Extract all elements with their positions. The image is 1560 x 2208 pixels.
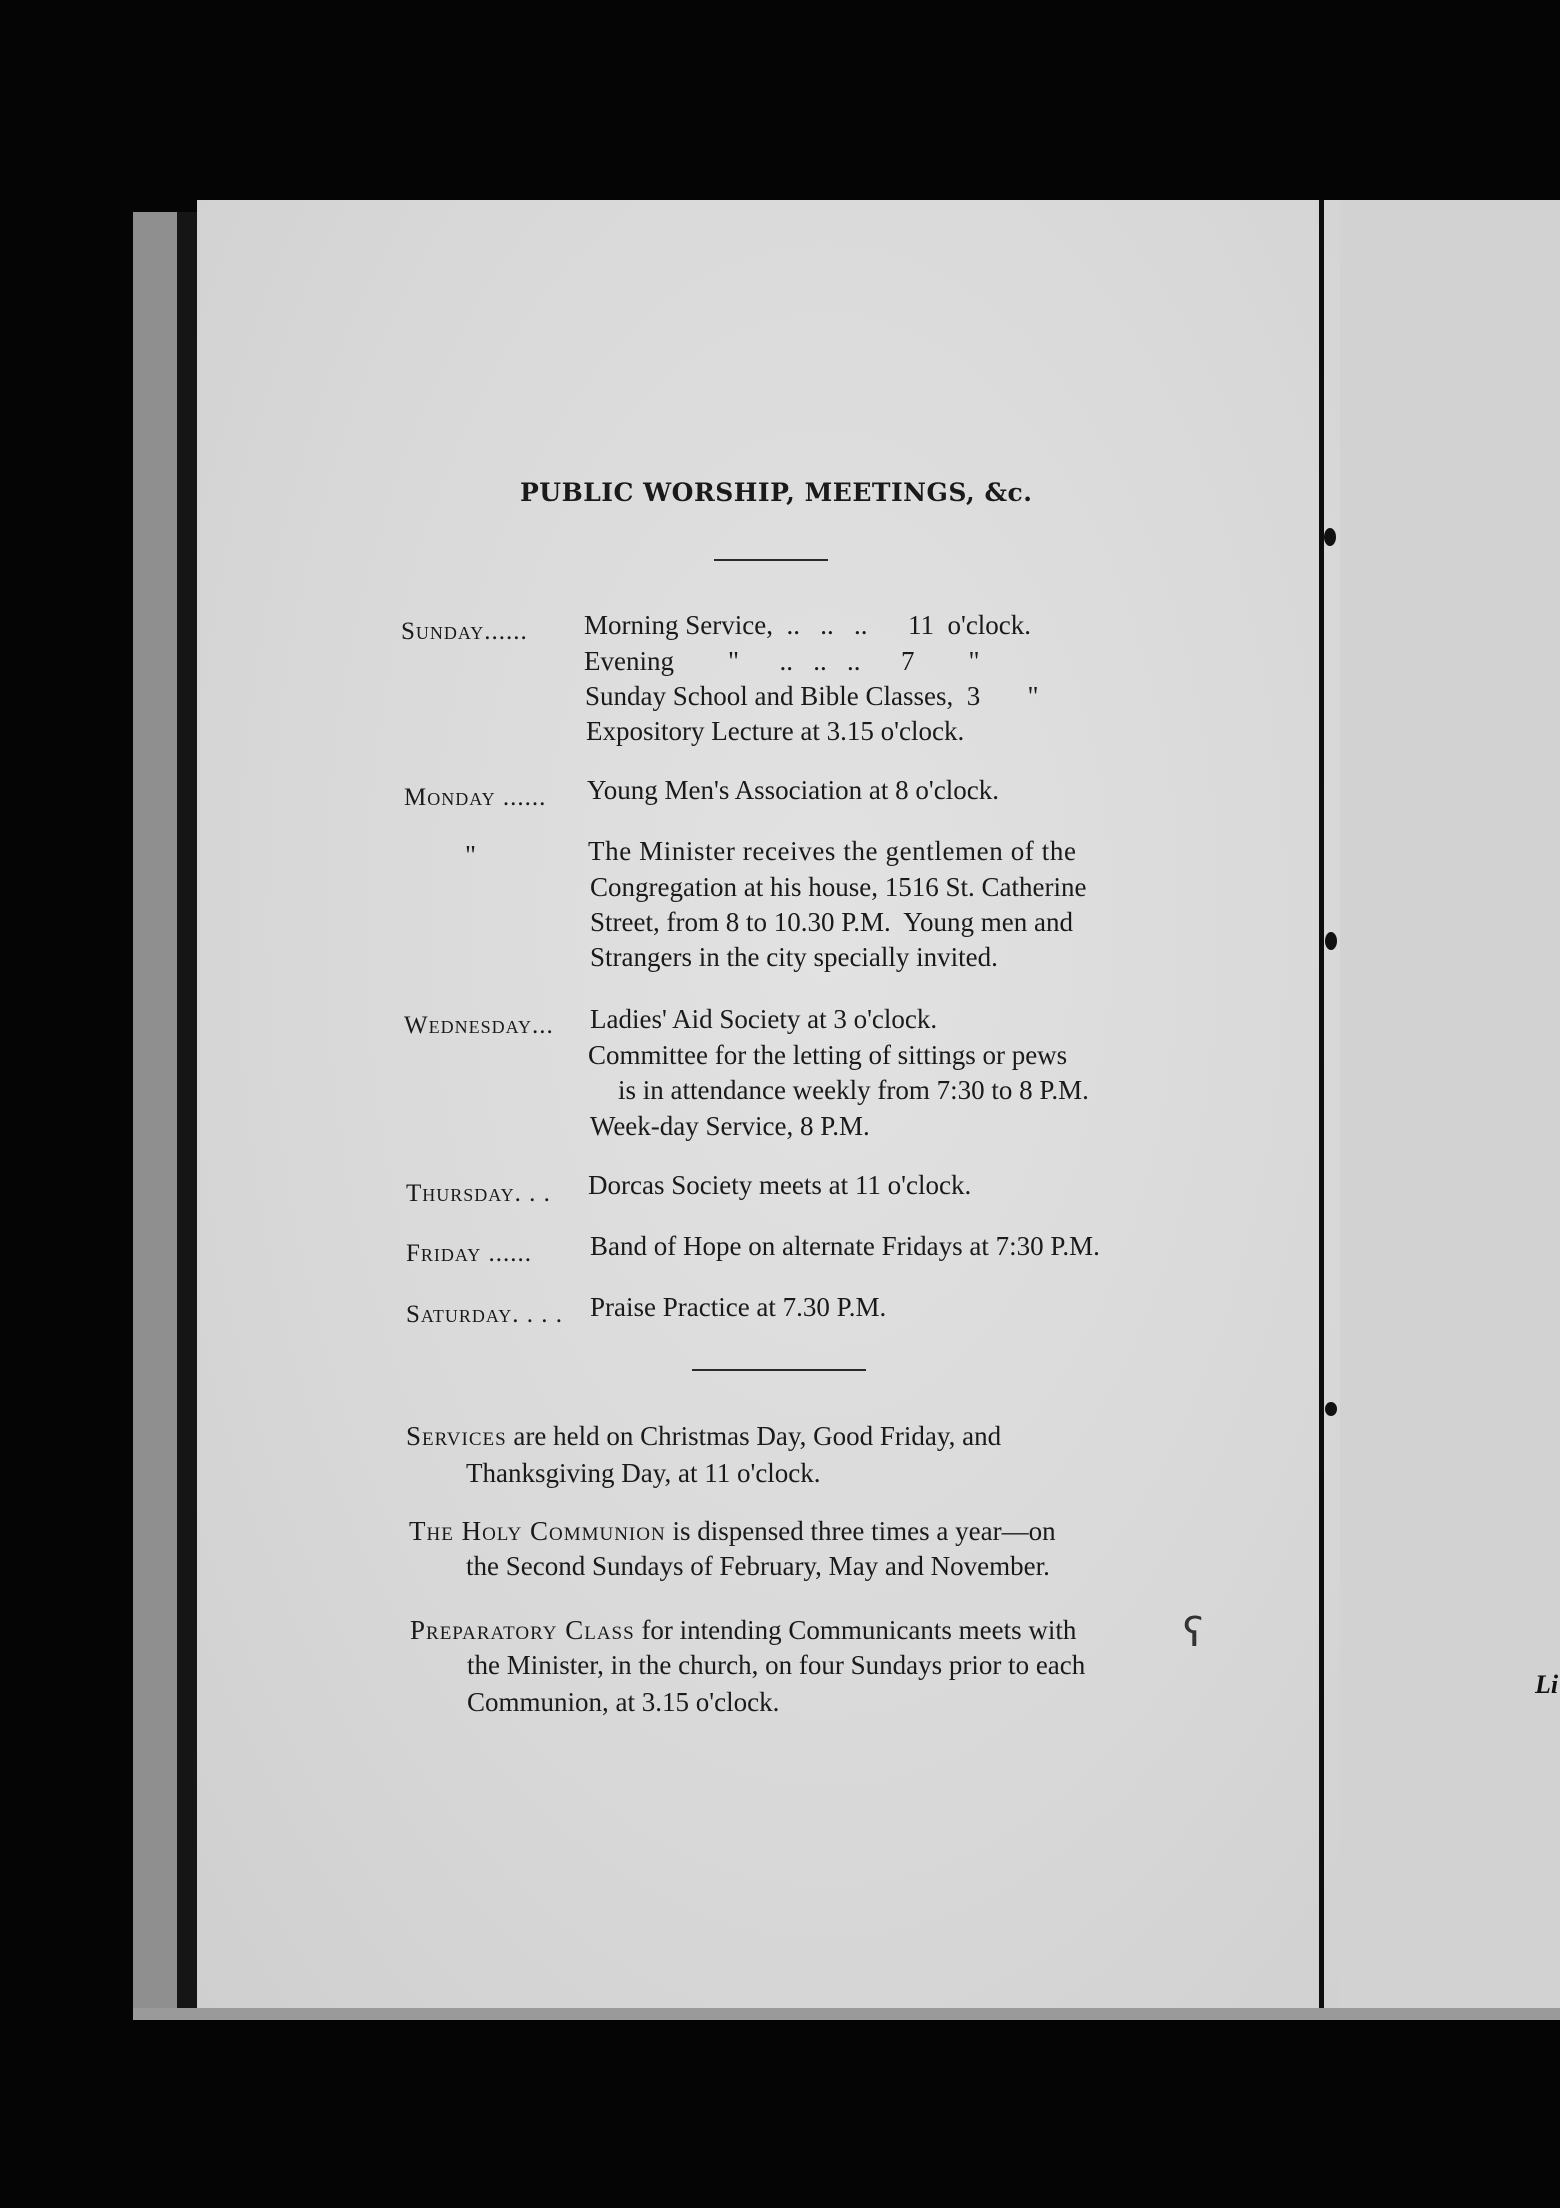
sunday-line-3: Sunday School and Bible Classes, 3 " [585, 681, 1039, 711]
wednesday-line-1: Ladies' Aid Society at 3 o'clock. [590, 1004, 938, 1034]
facing-page-text-fragment: Li [1535, 1670, 1559, 1699]
communion-text-1: is dispensed three times a year—on [672, 1516, 1056, 1546]
page-fold [1319, 200, 1324, 2008]
binding-mark [1324, 528, 1336, 546]
thursday-line-1: Dorcas Society meets at 11 o'clock. [588, 1170, 972, 1200]
wednesday-line-3: is in attendance weekly from 7:30 to 8 P.M. [618, 1075, 1089, 1105]
sunday-line-4: Expository Lecture at 3.15 o'clock. [586, 716, 965, 746]
monday-para-2: Congregation at his house, 1516 St. Catherine [590, 872, 1087, 902]
services-note-line-2: Thanksgiving Day, at 11 o'clock. [466, 1458, 821, 1488]
services-note-line-1 [406, 1423, 1001, 1450]
monday-para-4: Strangers in the city specially invited. [590, 942, 998, 972]
facing-page [1340, 200, 1560, 2008]
sunday-line-2: Evening " .. .. .. 7 " [584, 646, 980, 676]
wednesday-line-2: Committee for the letting of sittings or pews [588, 1040, 1068, 1070]
monday-line-1: Young Men's Association at 8 o'clock. [587, 775, 999, 805]
services-lead: Services [406, 1421, 507, 1451]
page-bottom-edge [133, 2008, 1560, 2020]
pencil-mark: ʕ [1183, 1610, 1204, 1656]
day-thursday: Thursday. . . [406, 1180, 551, 1207]
preparatory-lead: Preparatory Class [410, 1615, 635, 1645]
binding-mark [1325, 1402, 1337, 1416]
binding-mark [1325, 932, 1337, 950]
preparatory-note-line-2: the Minister, in the church, on four Sundays prior to each [467, 1650, 1086, 1680]
preparatory-note-line-1 [410, 1617, 1076, 1644]
sunday-line-1: Morning Service, .. .. .. 11 o'clock. [584, 610, 1032, 640]
preparatory-note-line-3: Communion, at 3.15 o'clock. [467, 1687, 780, 1717]
title-divider [714, 559, 828, 561]
communion-lead: The Holy Communion [409, 1516, 666, 1546]
monday-ditto: " [465, 840, 477, 870]
day-sunday: Sunday...... [401, 618, 528, 645]
monday-para-3: Street, from 8 to 10.30 P.M. Young men and [590, 907, 1074, 937]
book-spine [133, 212, 177, 2020]
day-friday: Friday ...... [406, 1240, 532, 1267]
saturday-line-1: Praise Practice at 7.30 P.M. [590, 1292, 887, 1322]
day-wednesday: Wednesday... [404, 1012, 554, 1039]
day-monday: Monday ...... [404, 784, 547, 811]
spine-edge [177, 212, 197, 2020]
wednesday-line-4: Week-day Service, 8 P.M. [590, 1111, 870, 1141]
preparatory-text-1: for intending Communicants meets with [641, 1615, 1077, 1645]
page-title: PUBLIC WORSHIP, MEETINGS, &c. [520, 478, 1033, 507]
friday-line-1: Band of Hope on alternate Fridays at 7:30 P.M. [590, 1231, 1100, 1261]
section-divider [692, 1369, 866, 1371]
services-text-1: are held on Christmas Day, Good Friday, and [513, 1421, 1002, 1451]
monday-para-1: The Minister receives the gentlemen of the [588, 836, 1077, 866]
communion-note-line-1 [409, 1518, 1056, 1545]
day-saturday: Saturday. . . . [406, 1301, 564, 1328]
communion-note-line-2: the Second Sundays of February, May and November. [466, 1551, 1050, 1581]
